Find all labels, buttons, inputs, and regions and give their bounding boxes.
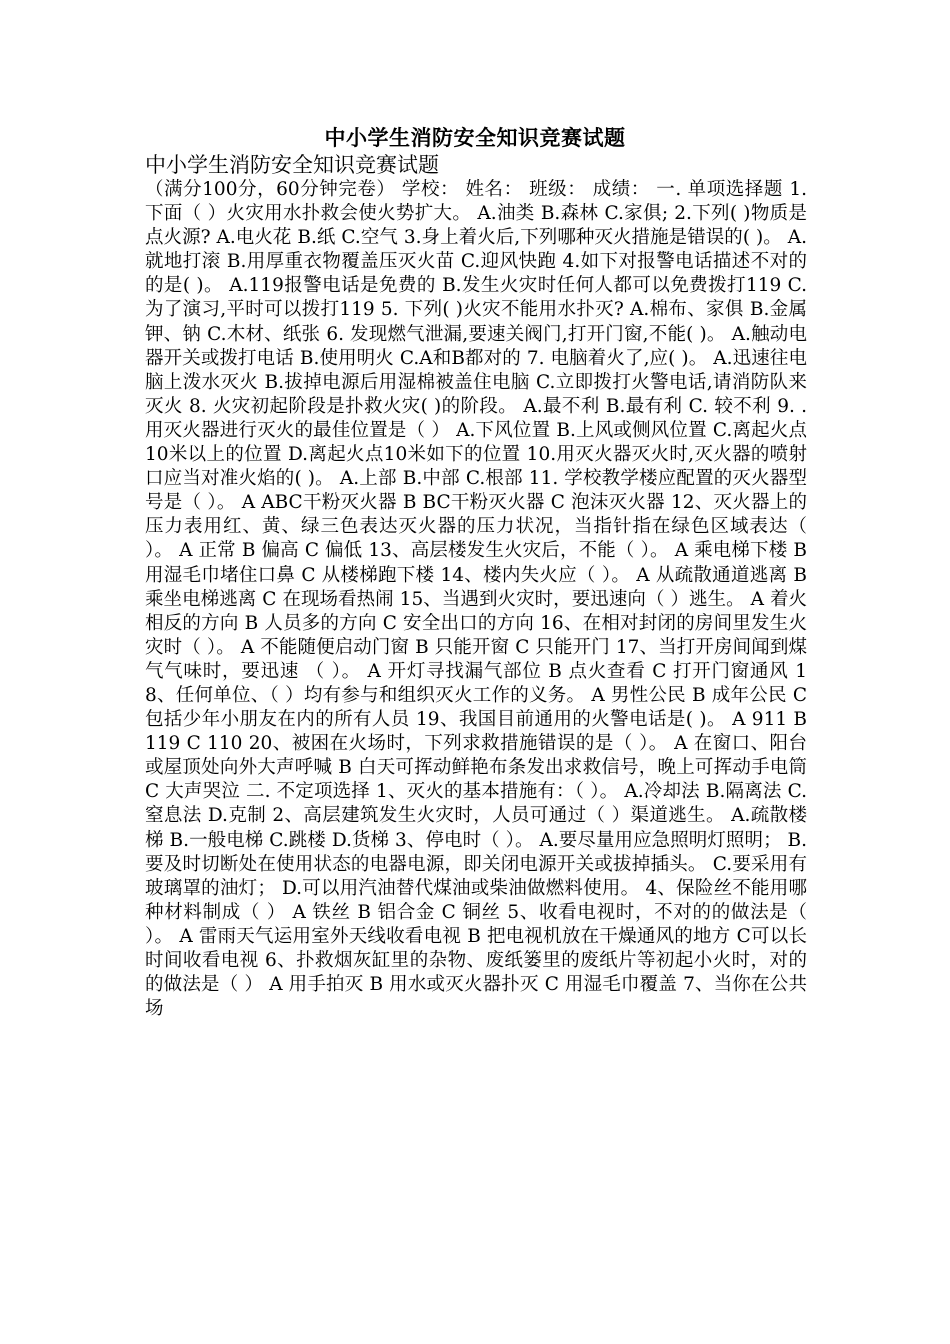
- document-title: 中小学生消防安全知识竞赛试题: [324, 125, 626, 150]
- document-subtitle: 中小学生消防安全知识竞赛试题: [145, 153, 439, 177]
- document-body: （满分100分，60分钟完卷） 学校： 姓名： 班级： 成绩： 一. 单项选择题 1. 下面（ ）火灾用水扑救会使火势扩大。 A.油类 B.森林 C.家俱; 2.下列( )物质是点火源? A.电火花 B.纸 C.空气 3.身上着火后,下列哪种灭火措施是错误的( )。 A.就地打滚 B.用厚重衣物覆盖压灭火苗 C.迎风快跑 4.如下对报警电话描述不对的的是( )。 A.119报警电话是免费的 B.发生火灾时任何人都可以免费拨打119 C.为了演习,平时可以拨打119 5. 下列( )火灾不能用水扑灭? A.棉布、家俱 B.金属钾、钠 C.木材、纸张 6. 发现燃气泄漏,要速关阀门,打开门窗,不能( )。 A.触动电器开关或拨打电话 B.使用明火 C.A和B都对的 7. 电脑着火了,应( )。 A.迅速往电脑上泼水灭火 B.拔掉电源后用湿棉被盖住电脑 C.立即拨打火警电话,请消防队来灭火 8. 火灾初起阶段是扑救火灾( )的阶段。 A.最不利 B.最有利 C. 较不利 9. .用灭火器进行灭火的最佳位置是（ ） A.下风位置 B.上风或侧风位置 C.离起火点10米以上的位置 D.离起火点10米如下的位置 10.用灭火器灭火时,灭火器的喷射口应当对准火焰的( )。 A.上部 B.中部 C.根部 11. 学校教学楼应配置的灭火器型号是（ ）。 A ABC干粉灭火器 B BC干粉灭火器 C 泡沫灭火器 12、灭火器上的压力表用红、黄、绿三色表达灭火器的压力状况，当指针指在绿色区域表达（ ）。 A 正常 B 偏高 C 偏低 13、高层楼发生火灾后，不能（ ）。 A 乘电梯下楼 B 用湿毛巾堵住口鼻 C 从楼梯跑下楼 14、楼内失火应（ ）。 A 从疏散通道逃离 B 乘坐电梯逃离 C 在现场看热闹 15、当遇到火灾时，要迅速向（ ）逃生。 A 着火相反的方向 B 人员多的方向 C 安全出口的方向 16、在相对封闭的房间里发生火灾时（ ）。 A 不能随便启动门窗 B 只能开窗 C 只能开门 17、当打开房间闻到煤气气味时，要迅速 （ ）。 A 开灯寻找漏气部位 B 点火查看 C 打开门窗通风 18、任何单位、（ ）均有参与和组织灭火工作的义务。 A 男性公民 B 成年公民 C 包括少年小朋友在内的所有人员 19、我国目前通用的火警电话是( )。 A 911 B 119 C 110 20、被困在火场时，下列求救措施错误的是（ ）。 A 在窗口、阳台或屋顶处向外大声呼喊 B 白天可挥动鲜艳布条发出求救信号，晚上可挥动手电筒 C 大声哭泣 二. 不定项选择 1、灭火的基本措施有：（ ）。 A.冷却法 B.隔离法 C.窒息法 D.克制 2、高层建筑发生火灾时，人员可通过（ ）渠道逃生。 A.疏散楼梯 B.一般电梯 C.跳楼 D.货梯 3、停电时（ ）。 A.要尽量用应急照明灯照明； B.要及时切断处在使用状态的电器电源，即关闭电源开关或拔掉插头。 C.要采用有玻璃罩的油灯； D.可以用汽油替代煤油或柴油做燃料使用。 4、保险丝不能用哪种材料制成（ ） A 铁丝 B 铝合金 C 铜丝 5、收看电视时，不对的的做法是（ ）。 A 雷雨天气运用室外天线收看电视 B 把电视机放在干燥通风的地方 C可以长时间收看电视 6、扑救烟灰缸里的杂物、废纸篓里的废纸片等初起小火时，对的的做法是（ ） A 用手拍灭 B 用水或灭火器扑灭 C 用湿毛巾覆盖 7、当你在公共场: [145, 179, 807, 1020]
